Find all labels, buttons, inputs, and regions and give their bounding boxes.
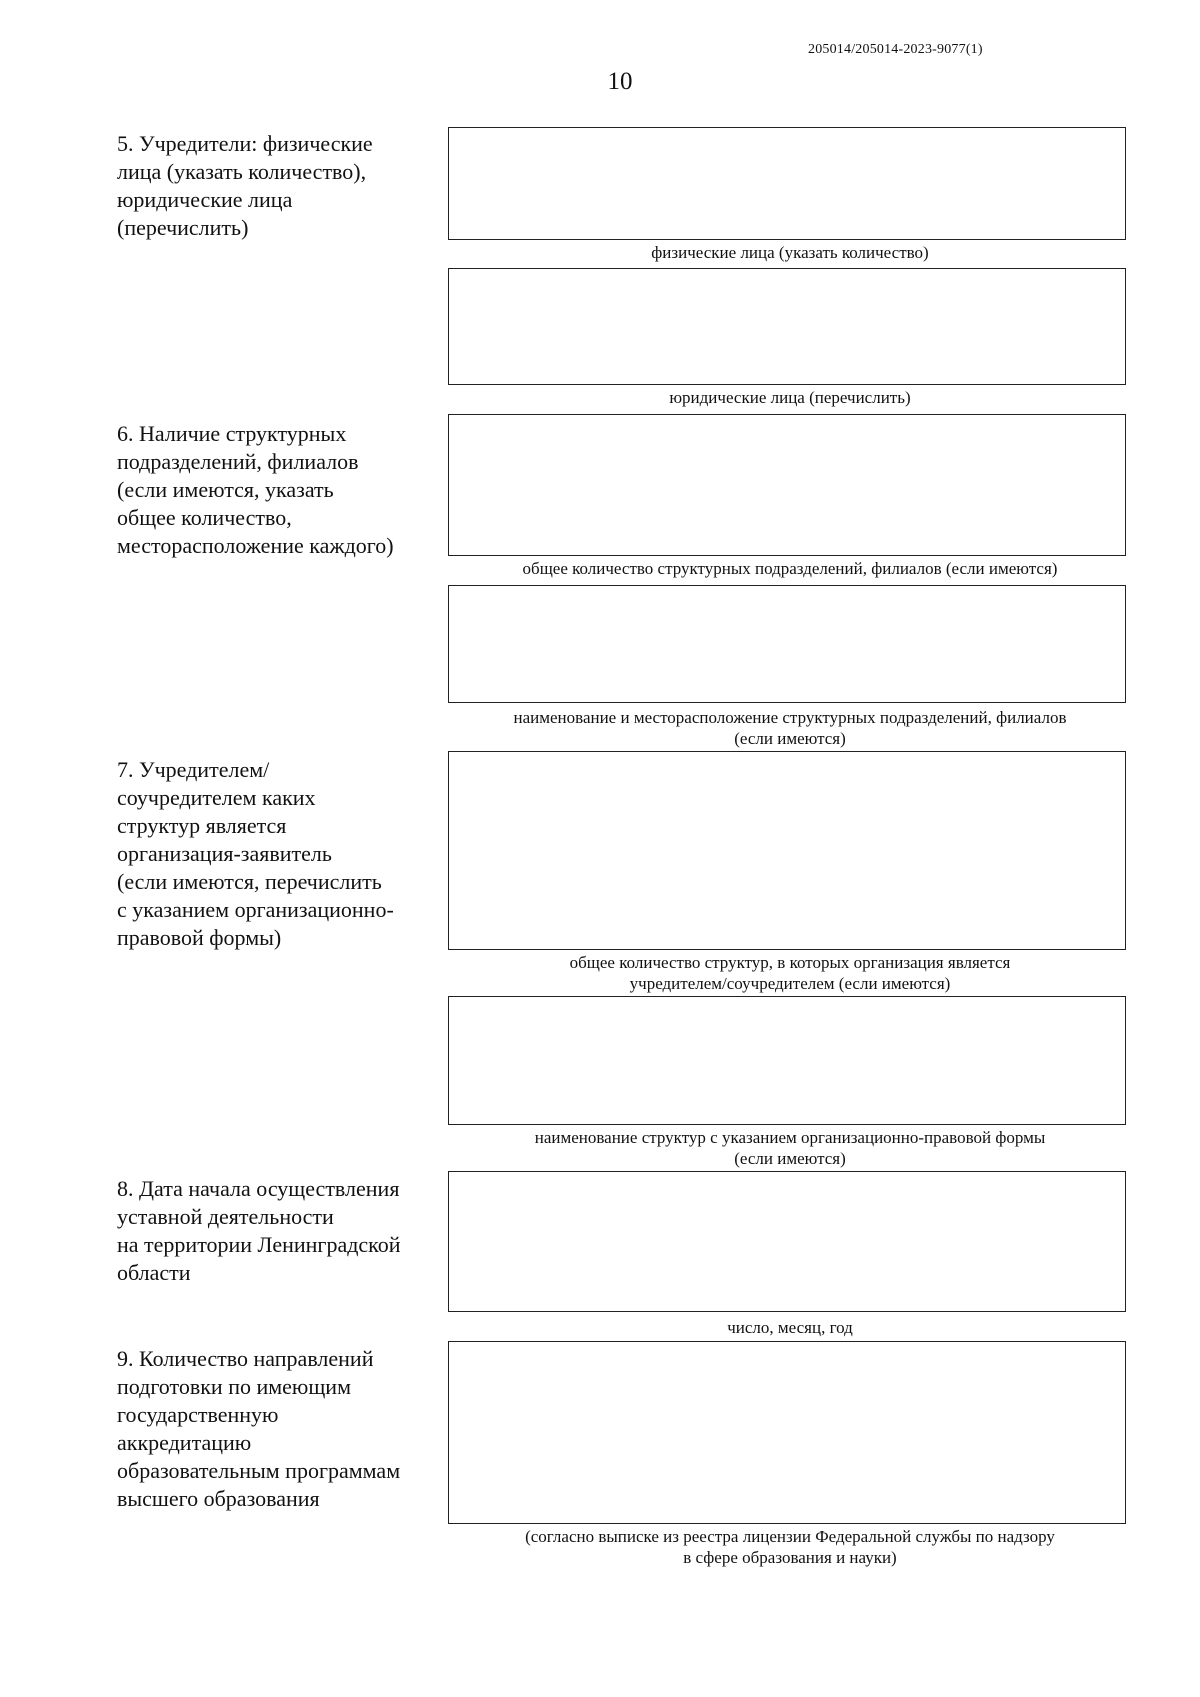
accredited-programs-caption: (согласно выписке из реестра лицензии Федеральной службы по надзору в сфере образования и науки) bbox=[525, 1527, 1055, 1567]
structures-count-caption: общее количество структур, в которых организация является учредителем/соучредителем (если имеются) bbox=[569, 953, 1011, 993]
founders-individuals-caption: физические лица (указать количество) bbox=[651, 243, 929, 262]
start-date-caption: число, месяц, год bbox=[727, 1318, 853, 1337]
founders-individuals-field[interactable] bbox=[448, 127, 1126, 240]
structures-count-field[interactable] bbox=[448, 751, 1126, 950]
subdivisions-names-field[interactable] bbox=[448, 585, 1126, 703]
subdivisions-count-field[interactable] bbox=[448, 414, 1126, 556]
section-7-label: 7. Учредителем/ соучредителем каких структур является организация-заявитель (если имеются, перечислить с указанием организационно- правовой формы) bbox=[117, 757, 394, 950]
structures-names-field[interactable] bbox=[448, 996, 1126, 1125]
section-5-label: 5. Учредители: физические лица (указать количество), юридические лица (перечислить) bbox=[117, 131, 373, 240]
structures-names-caption: наименование структур с указанием организационно-правовой формы (если имеются) bbox=[534, 1128, 1046, 1168]
document-code: 205014/205014-2023-9077(1) bbox=[808, 42, 983, 57]
founders-legal-entities-field[interactable] bbox=[448, 268, 1126, 385]
section-6-label: 6. Наличие структурных подразделений, филиалов (если имеются, указать общее количество, месторасположение каждого) bbox=[117, 421, 394, 558]
page-number: 10 bbox=[607, 68, 633, 95]
section-9-label: 9. Количество направлений подготовки по имеющим государственную аккредитацию образовательным программам высшего образования bbox=[117, 1346, 401, 1511]
accredited-programs-field[interactable] bbox=[448, 1341, 1126, 1524]
start-date-field[interactable] bbox=[448, 1171, 1126, 1312]
founders-legal-entities-caption: юридические лица (перечислить) bbox=[669, 388, 911, 407]
section-8-label: 8. Дата начала осуществления уставной деятельности на территории Ленинградской области bbox=[117, 1176, 401, 1285]
subdivisions-names-caption: наименование и месторасположение структурных подразделений, филиалов (если имеются) bbox=[513, 708, 1067, 748]
subdivisions-count-caption: общее количество структурных подразделений, филиалов (если имеются) bbox=[522, 559, 1058, 578]
